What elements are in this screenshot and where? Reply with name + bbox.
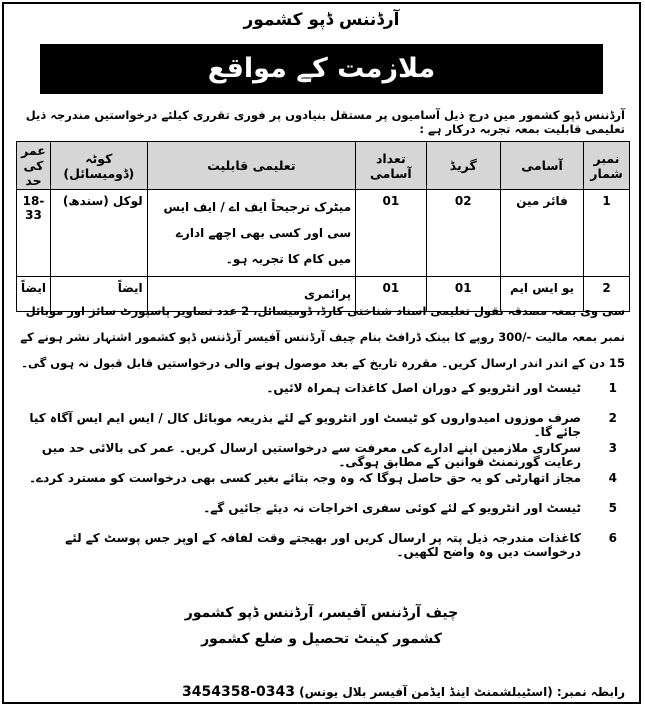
posts-table: [16, 141, 630, 312]
table-header-row: [17, 142, 630, 190]
contact-phone: 0343-3454358: [181, 684, 295, 700]
application-instructions: سی وی بمعہ مصدقہ نقول تعلیمی اسناد شناختی کارڈ، ڈومیسائل، 2 عدد تصاویر پاسپورٹ سائز اور موبائل نمبر بمعہ مالیت -/300 روپے کا بینک ڈرافٹ بنام چیف آرڈننس آفیسر آرڈننس ڈپو کشمور اشتہار نشر ہونے کے 15 دن کے اندر اندر ارسال کریں۔ مقررہ تاریخ کے بعد موصول ہونے والی درخواستیں قابل قبول نہ ہوں گی۔: [20, 304, 625, 370]
note-text: ٹیسٹ اور انٹرویو کے دوران اصل کاغذات ہمراہ لائیں۔: [266, 381, 581, 395]
list-item: [18, 407, 625, 437]
notes-list: [18, 377, 625, 557]
list-item: [18, 497, 625, 527]
job-advertisement: [2, 2, 641, 704]
header-qualification: تعلیمی قابلیت: [147, 142, 355, 190]
contact-line: [18, 684, 625, 700]
note-text: سرکاری ملازمین اپنے ادارے کی معرفت سے درخواستیں ارسال کریں۔ عمر کی بالائی حد میں رعایت گورنمنٹ قوانین کے مطابق ہوگی۔: [41, 441, 581, 469]
list-item: [18, 467, 625, 497]
note-number: 2: [608, 411, 617, 425]
signature-address: کشمور کینٹ تحصیل و ضلع کشمور: [201, 631, 442, 647]
header-quota: کوٹہ (ڈومیسائل): [50, 142, 147, 190]
cell-serial: 2: [584, 277, 630, 312]
organization-title: آرڈننس ڈپو کشمور: [243, 10, 400, 30]
cell-serial: 1: [584, 190, 630, 277]
note-number: 6: [608, 531, 617, 545]
cell-quota: لوکل (سندھ): [50, 190, 147, 277]
header-grade: گریڈ: [426, 142, 500, 190]
cell-post: فائر مین: [500, 190, 583, 277]
header-age: عمر کی حد: [17, 142, 51, 190]
cell-grade: 02: [426, 190, 500, 277]
intro-text: آرڈننس ڈپو کشمور میں درج ذیل آسامیوں پر مستقل بنیادوں پر فوری تقرری کیلئے درخواستیں مندرجہ ذیل تعلیمی قابلیت بمعہ تجربہ درکار ہے :: [25, 108, 625, 136]
cell-count: 01: [356, 190, 426, 277]
cell-qualification: پرائمری: [147, 277, 355, 312]
cell-post: یو ایس ایم: [500, 277, 583, 312]
cell-age: 18-33: [17, 190, 51, 277]
table-row: [17, 190, 630, 277]
note-number: 1: [608, 381, 617, 395]
list-item: [18, 437, 625, 467]
note-number: 5: [608, 501, 617, 515]
header-count: تعداد آسامی: [356, 142, 426, 190]
cell-qualification: میٹرک ترجیحاً ایف اے / ایف ایس سی اور کسی بھی اچھے ادارے میں کام کا تجربہ ہو۔: [147, 190, 355, 277]
cell-age: ایضاً: [17, 277, 51, 312]
header-serial: نمبر شمار: [584, 142, 630, 190]
contact-label: رابطہ نمبر: (اسٹیبلشمنٹ اینڈ ایڈمن آفیسر بلال یونس): [299, 685, 625, 699]
note-text: ٹیسٹ اور انٹرویو کے لئے کوئی سفری اخراجات نہ دیئے جائیں گے۔: [203, 501, 581, 515]
header-post: آسامی: [500, 142, 583, 190]
cell-quota: ایضاً: [50, 277, 147, 312]
cell-grade: 01: [426, 277, 500, 312]
list-item: [18, 527, 625, 557]
note-text: کاغذات مندرجہ ذیل پتہ پر ارسال کریں اور بھیجتے وقت لفافہ کے اوپر جس پوسٹ کے لئے درخواست دیں وہ واضح لکھیں۔: [65, 531, 581, 559]
cell-count: 01: [356, 277, 426, 312]
signature-block: [4, 600, 639, 652]
note-number: 3: [608, 441, 617, 455]
note-text: صرف موزوں امیدواروں کو ٹیسٹ اور انٹرویو کے لئے بذریعہ موبائل کال / ایس ایم ایس آگاہ کیا جائے گا۔: [29, 411, 581, 439]
list-item: [18, 377, 625, 407]
jobs-banner: ملازمت کے مواقع: [40, 44, 603, 94]
signature-office: چیف آرڈننس آفیسر، آرڈننس ڈپو کشمور: [184, 605, 459, 621]
note-text: مجاز اتھارٹی کو یہ حق حاصل ہوگا کہ وہ وجہ بتائے بغیر کسی بھی درخواست کو مسترد کردے۔: [29, 471, 581, 485]
note-number: 4: [608, 471, 617, 485]
